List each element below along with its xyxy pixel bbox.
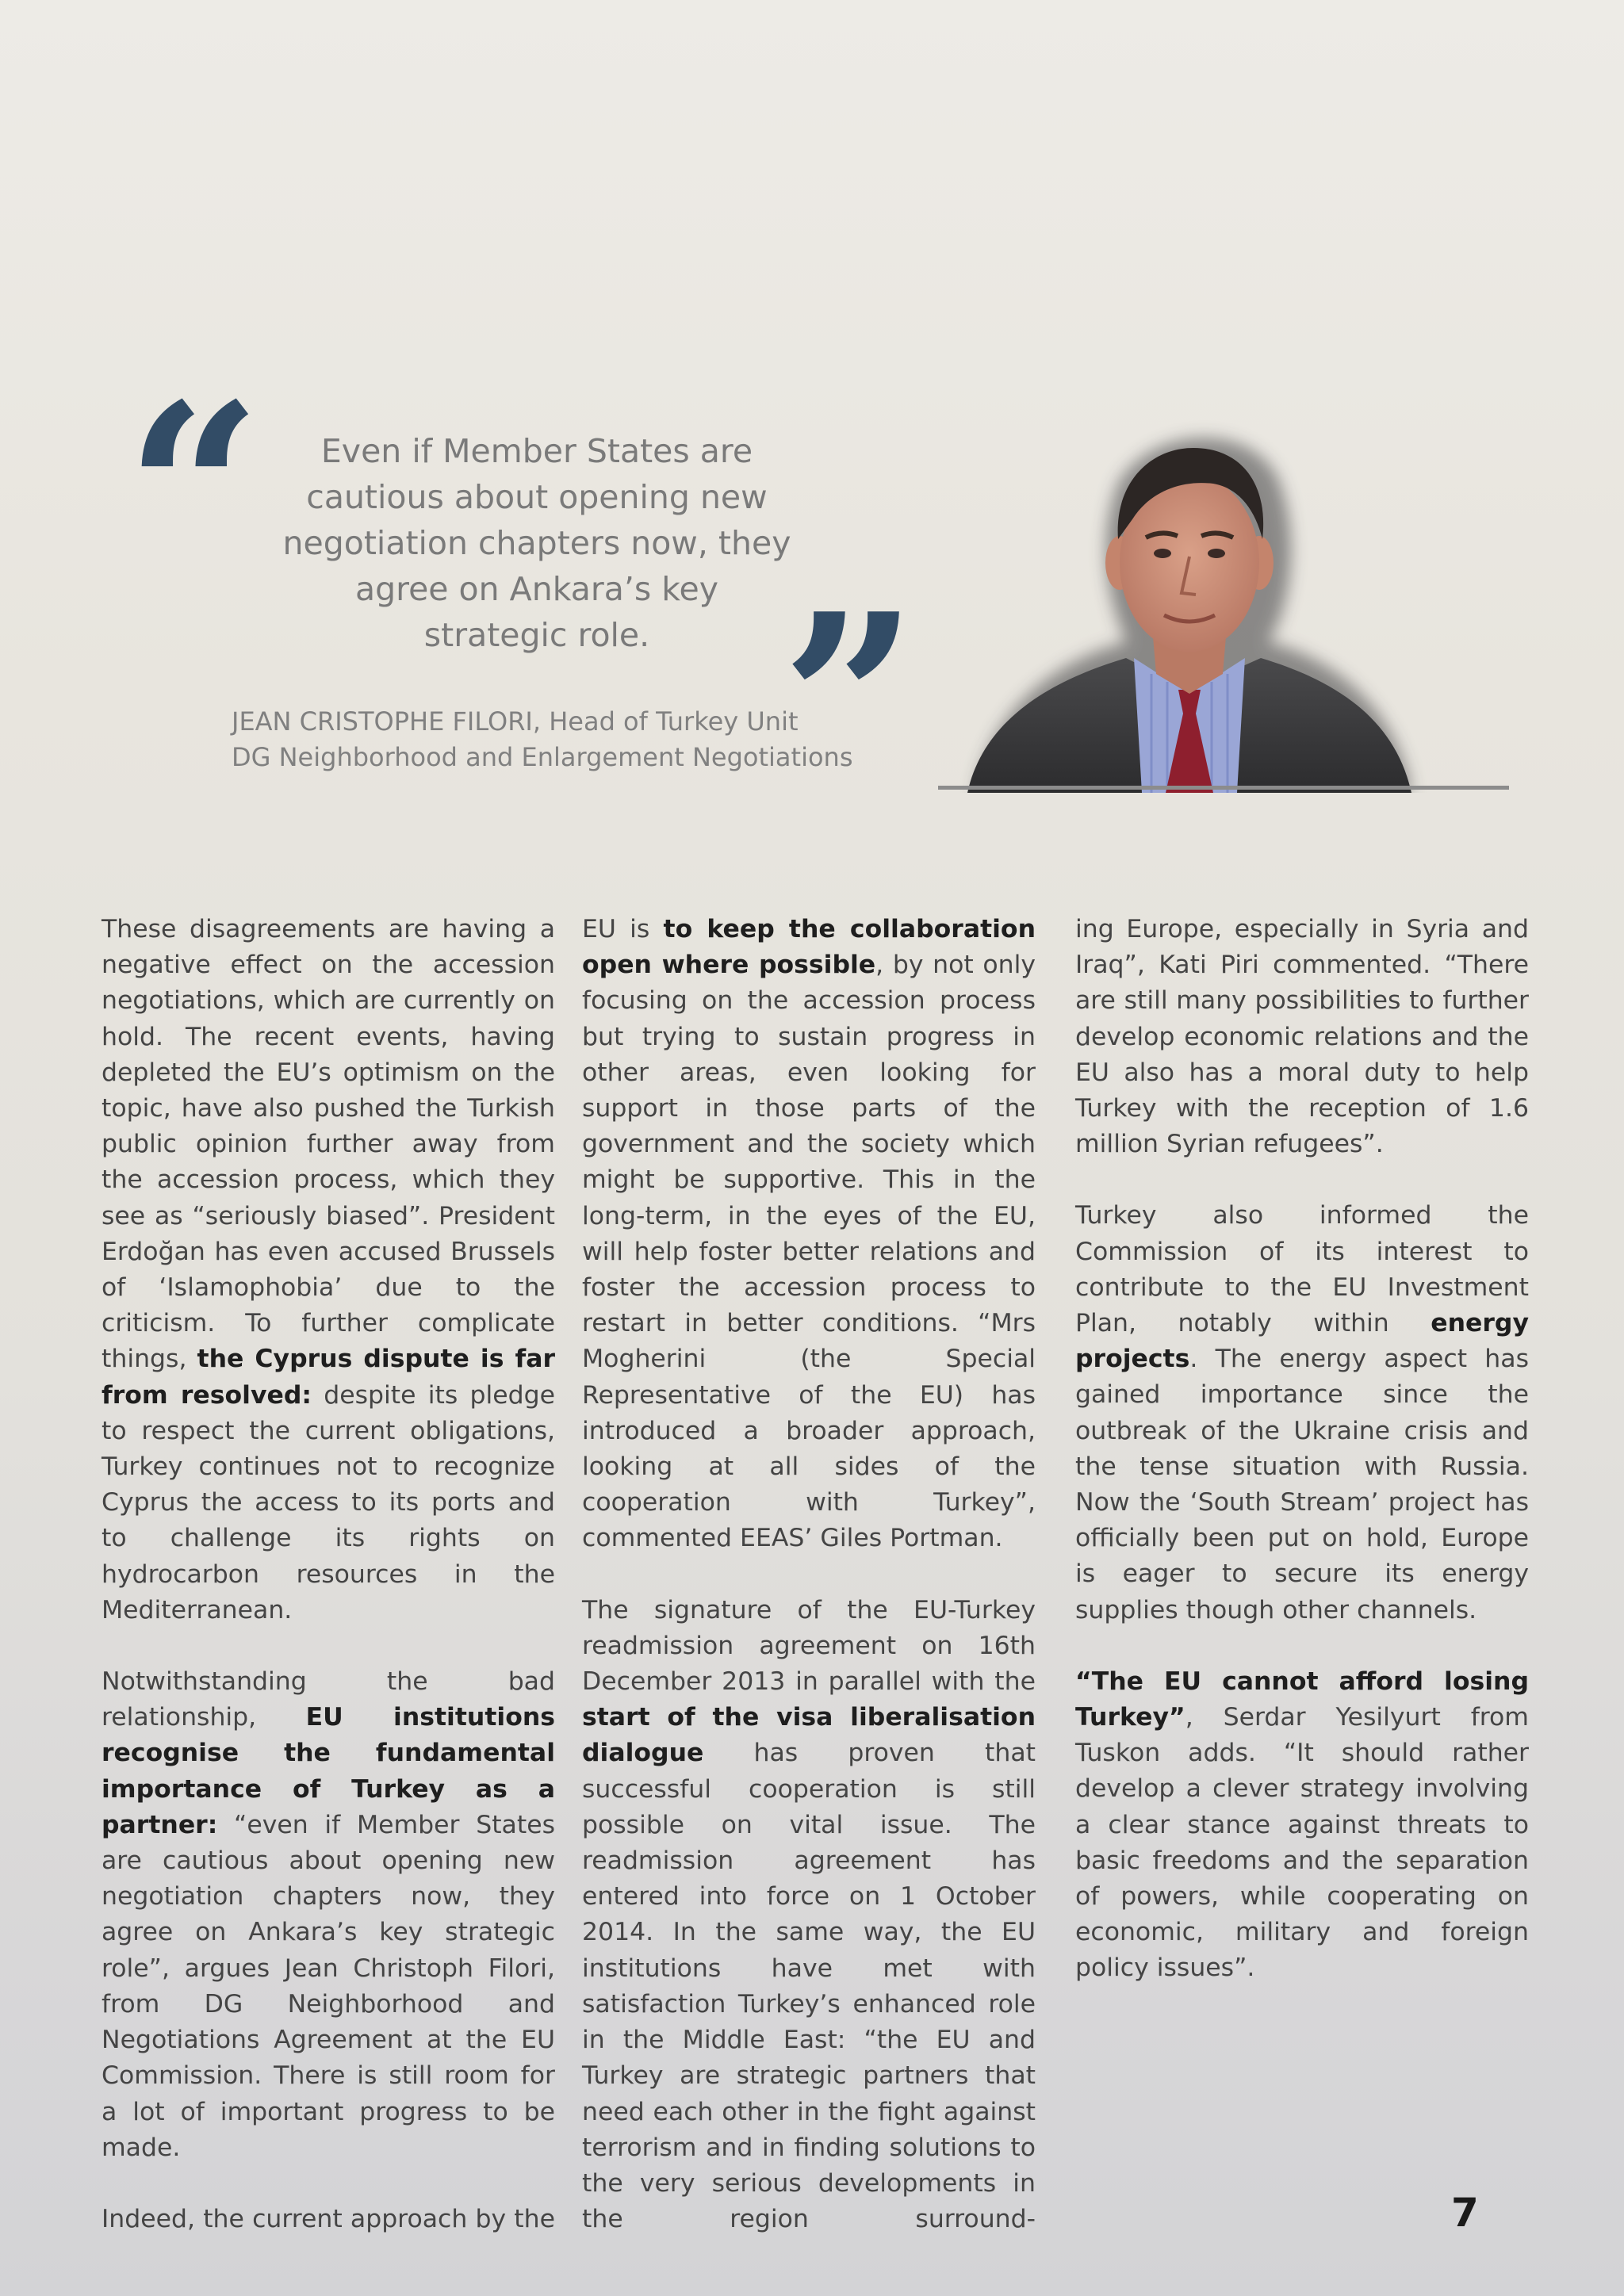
article-column-3 bbox=[1075, 912, 1529, 1987]
paragraph: Indeed, the current approach by the bbox=[102, 2204, 555, 2233]
article-column-2 bbox=[582, 912, 1036, 2237]
emphasis: EU institutions recognise the fundamental importance of Turkey as a partner: bbox=[102, 1703, 556, 1839]
quote-attribution bbox=[232, 704, 882, 775]
paragraph: ing Europe, especially in Syria and Iraq”, Kati Piri commented. “There are still many possibilities to further develop economic relations and the EU also has a moral duty to help Turkey with the reception of 1.6 million Syrian refugees”. bbox=[1075, 915, 1529, 1159]
paragraph: Notwithstanding the bad relationship, EU institutions recognise the fundamental importance of Turkey as a partner: “even if Member States are cautious about opening new negotiation chapters now, they agree on Ankara’s key strategic role”, argues Jean Christoph Filori, from DG Neighborhood and Negotiations Agreement at the EU Commission. There is still room for a lot of important progress to be made. bbox=[102, 1667, 556, 2162]
pull-quote-text: Even if Member States are cautious about opening new negotiation chapters now, they agree on Ankara’s key strategic role. bbox=[282, 432, 791, 654]
emphasis: “The EU cannot afford losing Turkey” bbox=[1075, 1667, 1529, 1732]
attribution-department: DG Neighborhood and Enlargement Negotiations bbox=[232, 742, 853, 772]
opening-quote-mark: “ bbox=[125, 351, 262, 631]
emphasis: start of the visa liberalisation dialogue bbox=[582, 1703, 1036, 1768]
paragraph: “The EU cannot afford losing Turkey”, Serdar Yesilyurt from Tuskon adds. “It should rather develop a clever strategy involving a clear stance against threats to basic freedoms and the separation of powers, while cooperating on economic, military and foreign policy issues”. bbox=[1075, 1667, 1529, 1983]
article-column-1 bbox=[102, 912, 555, 2237]
paragraph: Turkey also informed the Commission of its interest to contribute to the EU Investment Plan, notably within energy projects. The energy aspect has gained importance since the outbreak of the Ukraine crisis and the tense situation with Russia. Now the ‘South Stream’ project has officially been put on hold, Europe is eager to secure its energy supplies though other channels. bbox=[1075, 1201, 1529, 1624]
emphasis: the Cyprus dispute is far from resolved: bbox=[102, 1345, 556, 1410]
emphasis: to keep the collaboration open where possible bbox=[582, 915, 1036, 980]
closing-quote-mark: ” bbox=[781, 561, 918, 841]
portrait-photo bbox=[944, 420, 1435, 793]
portrait-underline bbox=[938, 786, 1509, 790]
paragraph: EU is to keep the collaboration open where possible, by not only focusing on the accession process but trying to sustain progress in other areas, even looking for support in those parts of the government and the society which might be supportive. This in the long-term, in the eyes of the EU, will help foster better relations and foster the accession process to restart in better conditions. “Mrs Mogherini (the Special Representative of the EU) has introduced a broader approach, looking at all sides of the cooperation with Turkey”, commented EEAS’ Giles Portman. bbox=[582, 915, 1036, 1553]
paragraph: These disagreements are having a negative effect on the accession negotiations, which are currently on hold. The recent events, having depleted the EU’s optimism on the topic, have also pushed the Turkish public opinion further away from the accession process, which they see as “seriously biased”. President Erdoğan has even accused Brussels of ‘Islamophobia’ due to the criticism. To further complicate things, the Cyprus dispute is far from resolved: despite its pledge to respect the current obligations, Turkey continues not to recognize Cyprus the access to its ports and to challenge its rights on hydrocarbon resources in the Mediterranean. bbox=[102, 915, 556, 1624]
paragraph: The signature of the EU-Turkey readmission agreement on 16th December 2013 in parallel with the start of the visa liberalisation dialogue has proven that successful cooperation is still possible on vital issue. The readmission agreement has entered into force on 1 October 2014. In the same way, the EU institutions have met with satisfaction Turkey’s enhanced role in the Middle East: “the EU and Turkey are strategic partners that need each other in the fight against terrorism and in finding solutions to the very serious developments in the region surround- bbox=[582, 1595, 1036, 2234]
attribution-name-title: JEAN CRISTOPHE FILORI, Head of Turkey Unit bbox=[232, 706, 799, 737]
emphasis: energy projects bbox=[1075, 1309, 1529, 1374]
page-number: 7 bbox=[1451, 2190, 1479, 2236]
